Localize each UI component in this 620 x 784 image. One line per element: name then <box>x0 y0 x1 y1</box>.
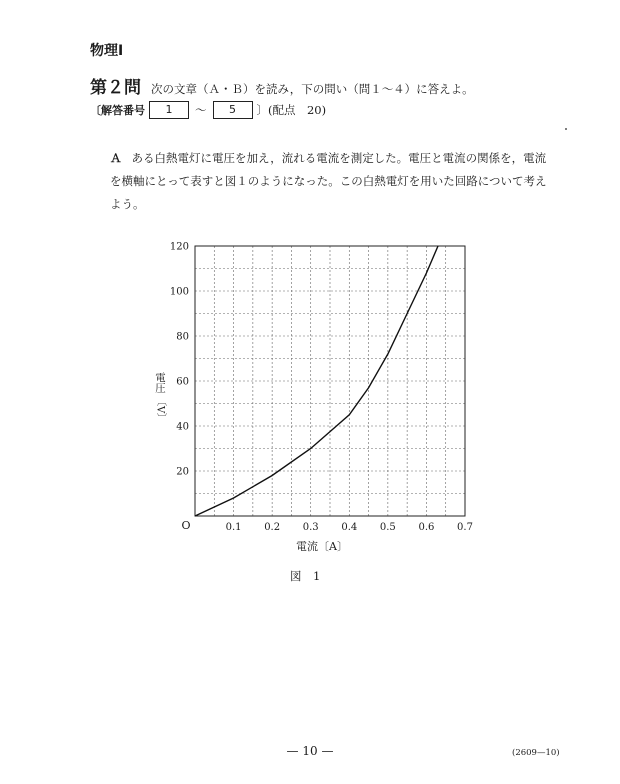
section-a-paragraph <box>110 147 550 216</box>
x-tick-label: 0.3 <box>302 522 319 533</box>
y-tick-label: 120 <box>169 241 189 253</box>
score-label: 〕(配点 20) <box>256 103 327 117</box>
y-axis-unit: 〔V〕 <box>154 396 166 424</box>
x-tick-label: 0.6 <box>418 522 435 533</box>
y-tick-labels <box>170 242 189 478</box>
x-tick-label: 0.4 <box>341 522 358 533</box>
y-tick-label: 20 <box>176 466 189 478</box>
page-number: — 10 — <box>286 744 334 758</box>
answer-range-separator: ～ <box>195 103 207 117</box>
section-a-text: ある白熱電灯に電圧を加え，流れる電流を測定した。電圧と電流の関係を，電流を横軸にとって表すと図１のようになった。この白熱電灯を用いた回路について考えよう。 <box>110 151 547 211</box>
y-tick-label: 40 <box>176 421 189 433</box>
section-a-mark: Ａ <box>110 151 122 165</box>
y-tick-label: 100 <box>169 286 189 298</box>
x-axis-label: 電流〔A〕 <box>296 540 348 553</box>
x-tick-label: 0.2 <box>264 522 281 533</box>
y-tick-label: 80 <box>176 331 189 343</box>
question-instruction: 次の文章（Ａ・Ｂ）を読み，下の問い（問１～４）に答えよ。 <box>151 82 474 96</box>
answer-label: 〔解答番号 <box>90 104 145 117</box>
answer-box-end: 5 <box>213 101 253 119</box>
stray-dot <box>565 128 567 130</box>
figure-caption: 図 1 <box>290 569 321 583</box>
question-header <box>90 73 474 98</box>
y-axis-label: 電圧 <box>154 372 166 393</box>
x-tick-labels <box>226 522 473 533</box>
chart-grid <box>195 246 465 516</box>
answer-box-start: 1 <box>149 101 189 119</box>
x-tick-label: 0.7 <box>457 522 473 533</box>
page-code: (2609—10) <box>512 748 560 758</box>
answer-number-line <box>90 101 326 119</box>
question-number: 第２問 <box>90 78 141 98</box>
voltage-current-chart <box>150 232 490 562</box>
x-tick-label: 0.1 <box>225 522 242 533</box>
x-tick-label: 0.5 <box>379 522 396 533</box>
subject-title: 物理Ⅰ <box>90 43 124 59</box>
origin-label: O <box>181 519 191 532</box>
y-tick-label: 60 <box>176 376 189 388</box>
